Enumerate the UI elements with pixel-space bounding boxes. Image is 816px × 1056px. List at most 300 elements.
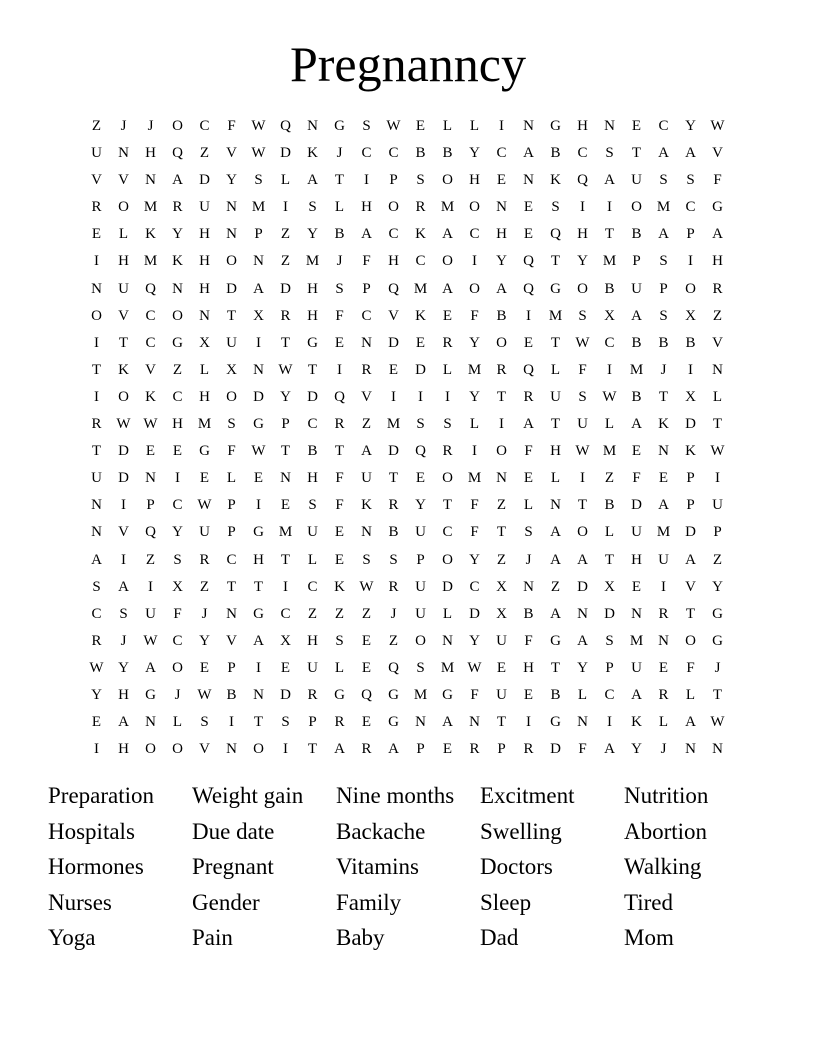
- grid-cell: C: [685, 199, 696, 216]
- grid-cell: B: [604, 497, 615, 514]
- word-list-item: Doctors: [480, 854, 553, 879]
- grid-cell: T: [496, 714, 507, 731]
- grid-cell: P: [227, 659, 236, 676]
- grid-cell: U: [91, 470, 102, 487]
- grid-cell: C: [658, 118, 669, 134]
- word-list-item: Family: [336, 889, 402, 915]
- grid-cell: T: [604, 551, 615, 568]
- grid-cell: L: [523, 497, 534, 514]
- grid-cell: J: [201, 605, 208, 622]
- grid-cell: A: [118, 714, 129, 731]
- grid-cell: E: [496, 659, 507, 676]
- grid-cell: F: [335, 307, 344, 324]
- grid-cell: I: [445, 388, 450, 405]
- grid-cell: G: [550, 118, 561, 134]
- grid-cell: J: [660, 741, 667, 758]
- grid-cell: A: [550, 551, 561, 568]
- word-list-item: Gender: [192, 889, 260, 915]
- grid-cell: Q: [388, 280, 399, 297]
- grid-cell: Q: [145, 280, 156, 297]
- grid-cell: H: [253, 551, 264, 568]
- grid-cell: F: [470, 524, 479, 541]
- grid-cell: Y: [496, 253, 507, 270]
- grid-cell: I: [283, 578, 288, 595]
- grid-cell: S: [443, 416, 452, 433]
- grid-cell: C: [469, 578, 480, 595]
- grid-cell: Y: [172, 524, 183, 541]
- grid-cell: X: [199, 334, 210, 351]
- grid-cell: S: [578, 307, 587, 324]
- grid-cell: F: [524, 632, 533, 649]
- word-list-item: Weight gain: [192, 783, 304, 808]
- grid-cell: Y: [118, 659, 129, 676]
- grid-cell: Z: [361, 416, 372, 433]
- grid-cell: D: [226, 280, 237, 297]
- grid-cell: C: [469, 226, 480, 243]
- grid-cell: D: [388, 334, 399, 351]
- grid-cell: W: [467, 659, 482, 676]
- grid-cell: P: [686, 497, 695, 514]
- grid-cell: Y: [712, 578, 723, 595]
- grid-cell: P: [227, 497, 236, 514]
- grid-cell: Z: [91, 118, 102, 134]
- grid-cell: P: [308, 714, 317, 731]
- grid-cell: X: [685, 307, 696, 324]
- grid-cell: Q: [523, 280, 534, 297]
- grid-cell: C: [361, 145, 372, 162]
- grid-cell: N: [712, 361, 723, 378]
- grid-cell: C: [91, 605, 102, 622]
- grid-cell: K: [631, 714, 642, 731]
- grid-cell: L: [442, 361, 453, 378]
- grid-cell: E: [523, 470, 534, 487]
- grid-cell: Q: [280, 118, 291, 134]
- word-list-item: Sleep: [480, 889, 532, 915]
- grid-cell: R: [334, 714, 345, 731]
- word-list: [48, 780, 768, 958]
- grid-cell: G: [334, 118, 345, 134]
- grid-cell: R: [361, 741, 372, 758]
- grid-cell: W: [143, 416, 158, 433]
- grid-cell: Q: [523, 253, 534, 270]
- grid-cell: S: [578, 388, 587, 405]
- grid-cell: X: [496, 605, 507, 622]
- grid-cell: U: [496, 632, 507, 649]
- grid-cell: F: [632, 470, 641, 487]
- grid-cell: C: [361, 307, 372, 324]
- grid-cell: K: [361, 497, 372, 514]
- grid-cell: V: [118, 524, 129, 541]
- grid-cell: E: [631, 118, 642, 134]
- grid-cell: J: [390, 605, 397, 622]
- grid-cell: I: [256, 334, 261, 351]
- grid-cell: S: [92, 578, 101, 595]
- grid-cell: T: [712, 686, 723, 703]
- grid-cell: F: [335, 497, 344, 514]
- grid-cell: T: [496, 388, 507, 405]
- grid-cell: I: [94, 334, 99, 351]
- grid-cell: N: [361, 524, 372, 541]
- grid-cell: E: [523, 199, 534, 216]
- grid-cell: Z: [388, 632, 399, 649]
- grid-cell: H: [199, 388, 210, 405]
- grid-cell: X: [253, 307, 264, 324]
- grid-cell: H: [307, 307, 318, 324]
- grid-cell: W: [575, 443, 590, 460]
- grid-cell: I: [94, 388, 99, 405]
- grid-cell: Z: [280, 226, 291, 243]
- grid-cell: Y: [469, 334, 480, 351]
- grid-cell: N: [685, 741, 696, 758]
- grid-cell: A: [388, 741, 399, 758]
- grid-cell: P: [605, 659, 614, 676]
- grid-cell: R: [388, 497, 399, 514]
- grid-cell: D: [280, 280, 291, 297]
- grid-cell: H: [712, 253, 723, 270]
- grid-cell: N: [145, 470, 156, 487]
- grid-cell: I: [472, 253, 477, 270]
- grid-cell: W: [143, 632, 158, 649]
- grid-cell: T: [334, 172, 345, 189]
- grid-cell: E: [388, 361, 399, 378]
- grid-cell: A: [253, 280, 264, 297]
- grid-cell: I: [256, 497, 261, 514]
- grid-cell: G: [712, 632, 723, 649]
- grid-cell: T: [712, 416, 723, 433]
- grid-cell: M: [602, 253, 617, 270]
- grid-cell: M: [386, 416, 401, 433]
- grid-cell: T: [91, 443, 102, 460]
- grid-cell: N: [604, 118, 615, 134]
- grid-cell: V: [361, 388, 372, 405]
- grid-cell: H: [496, 226, 507, 243]
- grid-cell: T: [226, 578, 237, 595]
- grid-cell: P: [659, 280, 668, 297]
- grid-cell: Q: [388, 659, 399, 676]
- grid-cell: C: [145, 334, 156, 351]
- grid-cell: S: [686, 172, 695, 189]
- grid-cell: B: [496, 307, 507, 324]
- grid-cell: Z: [280, 253, 291, 270]
- grid-cell: C: [415, 253, 426, 270]
- grid-cell: F: [470, 497, 479, 514]
- grid-cell: M: [440, 659, 455, 676]
- grid-cell: X: [280, 632, 291, 649]
- grid-cell: O: [172, 118, 183, 134]
- grid-cell: B: [658, 334, 669, 351]
- grid-cell: N: [577, 714, 588, 731]
- grid-cell: B: [523, 605, 534, 622]
- grid-cell: P: [416, 741, 425, 758]
- grid-cell: M: [467, 470, 482, 487]
- grid-cell: R: [712, 280, 723, 297]
- grid-cell: A: [91, 551, 102, 568]
- grid-cell: I: [148, 578, 153, 595]
- grid-cell: J: [525, 551, 532, 568]
- grid-cell: B: [334, 226, 345, 243]
- grid-cell: O: [253, 741, 264, 758]
- grid-cell: W: [575, 334, 590, 351]
- grid-cell: T: [91, 361, 102, 378]
- grid-cell: L: [658, 714, 669, 731]
- grid-cell: U: [631, 172, 642, 189]
- grid-cell: L: [334, 199, 345, 216]
- grid-cell: I: [283, 199, 288, 216]
- grid-cell: N: [550, 497, 561, 514]
- grid-cell: N: [226, 741, 237, 758]
- grid-cell: I: [526, 714, 531, 731]
- grid-cell: N: [712, 741, 723, 758]
- grid-cell: D: [199, 172, 210, 189]
- grid-cell: O: [415, 632, 426, 649]
- grid-cell: K: [145, 388, 156, 405]
- grid-cell: W: [278, 361, 293, 378]
- grid-cell: Z: [712, 551, 723, 568]
- grid-cell: C: [172, 388, 183, 405]
- grid-cell: W: [710, 714, 725, 731]
- grid-cell: C: [307, 578, 318, 595]
- grid-cell: D: [685, 524, 696, 541]
- grid-cell: O: [631, 199, 642, 216]
- grid-cell: Q: [361, 686, 372, 703]
- word-list-item: Dad: [480, 925, 519, 950]
- grid-cell: B: [550, 145, 561, 162]
- grid-cell: T: [550, 253, 561, 270]
- grid-cell: S: [200, 714, 209, 731]
- grid-cell: E: [496, 172, 507, 189]
- grid-cell: U: [145, 605, 156, 622]
- grid-cell: Y: [199, 632, 210, 649]
- grid-cell: A: [550, 605, 561, 622]
- grid-cell: V: [712, 334, 723, 351]
- grid-cell: L: [199, 361, 210, 378]
- grid-cell: E: [334, 334, 345, 351]
- grid-cell: Y: [469, 551, 480, 568]
- grid-cell: Z: [199, 578, 210, 595]
- grid-cell: L: [442, 605, 453, 622]
- grid-cell: U: [199, 199, 210, 216]
- grid-cell: I: [607, 199, 612, 216]
- grid-cell: T: [442, 497, 453, 514]
- grid-cell: O: [172, 307, 183, 324]
- grid-cell: A: [658, 226, 669, 243]
- grid-cell: U: [415, 605, 426, 622]
- grid-cell: A: [442, 280, 453, 297]
- grid-cell: A: [253, 632, 264, 649]
- grid-cell: Y: [91, 686, 102, 703]
- grid-cell: I: [175, 470, 180, 487]
- grid-cell: J: [147, 118, 154, 134]
- grid-cell: S: [335, 280, 344, 297]
- grid-cell: U: [199, 524, 210, 541]
- grid-cell: M: [278, 524, 293, 541]
- grid-cell: U: [631, 524, 642, 541]
- word-list-item: Backache: [336, 818, 426, 844]
- grid-cell: C: [172, 497, 183, 514]
- grid-cell: D: [118, 443, 129, 460]
- grid-cell: M: [143, 199, 158, 216]
- grid-cell: M: [656, 524, 671, 541]
- grid-cell: A: [523, 145, 534, 162]
- grid-cell: I: [283, 741, 288, 758]
- grid-cell: N: [523, 578, 534, 595]
- grid-cell: T: [550, 659, 561, 676]
- grid-cell: J: [120, 118, 127, 134]
- grid-cell: K: [658, 416, 669, 433]
- grid-cell: V: [226, 145, 237, 162]
- grid-cell: D: [280, 686, 291, 703]
- grid-cell: Z: [496, 497, 507, 514]
- grid-cell: T: [658, 388, 669, 405]
- grid-cell: D: [388, 443, 399, 460]
- grid-cell: O: [469, 199, 480, 216]
- grid-cell: W: [116, 416, 131, 433]
- grid-cell: N: [280, 470, 291, 487]
- grid-cell: B: [388, 524, 399, 541]
- grid-cell: C: [604, 686, 615, 703]
- grid-cell: H: [523, 659, 534, 676]
- grid-cell: U: [415, 524, 426, 541]
- grid-cell: H: [118, 253, 129, 270]
- grid-cell: E: [253, 470, 264, 487]
- grid-cell: I: [607, 714, 612, 731]
- grid-cell: S: [254, 172, 263, 189]
- grid-cell: V: [118, 172, 129, 189]
- word-list-item: Nutrition: [624, 783, 709, 808]
- grid-cell: N: [145, 714, 156, 731]
- grid-cell: V: [712, 145, 723, 162]
- grid-cell: V: [226, 632, 237, 649]
- grid-cell: N: [577, 605, 588, 622]
- grid-cell: H: [307, 280, 318, 297]
- grid-cell: H: [550, 443, 561, 460]
- grid-cell: R: [172, 199, 183, 216]
- grid-cell: N: [658, 443, 669, 460]
- grid-cell: F: [578, 741, 587, 758]
- grid-cell: M: [548, 307, 563, 324]
- grid-cell: I: [229, 714, 234, 731]
- grid-cell: L: [550, 470, 561, 487]
- grid-cell: A: [604, 741, 615, 758]
- grid-cell: P: [281, 416, 290, 433]
- grid-cell: A: [631, 307, 642, 324]
- grid-cell: I: [94, 741, 99, 758]
- grid-cell: I: [526, 307, 531, 324]
- grid-cell: H: [172, 416, 183, 433]
- grid-cell: U: [577, 416, 588, 433]
- grid-cell: N: [631, 605, 642, 622]
- word-list-item: Abortion: [624, 818, 708, 844]
- grid-cell: Q: [577, 172, 588, 189]
- grid-cell: S: [659, 307, 668, 324]
- grid-cell: T: [577, 497, 588, 514]
- grid-cell: G: [253, 605, 264, 622]
- grid-cell: G: [307, 334, 318, 351]
- grid-cell: Z: [361, 605, 372, 622]
- grid-cell: Q: [172, 145, 183, 162]
- grid-cell: L: [334, 659, 345, 676]
- grid-cell: M: [629, 632, 644, 649]
- grid-cell: T: [280, 443, 291, 460]
- grid-cell: Y: [469, 632, 480, 649]
- grid-cell: N: [91, 497, 102, 514]
- grid-cell: H: [361, 199, 372, 216]
- grid-cell: U: [631, 659, 642, 676]
- grid-cell: T: [604, 226, 615, 243]
- grid-cell: Z: [550, 578, 561, 595]
- grid-cell: M: [197, 416, 212, 433]
- grid-cell: X: [604, 307, 615, 324]
- grid-cell: E: [280, 659, 291, 676]
- grid-cell: R: [388, 578, 399, 595]
- grid-cell: O: [172, 741, 183, 758]
- grid-cell: S: [281, 714, 290, 731]
- grid-cell: O: [685, 632, 696, 649]
- grid-cell: R: [415, 199, 426, 216]
- grid-cell: E: [415, 334, 426, 351]
- grid-cell: F: [713, 172, 722, 189]
- grid-cell: R: [442, 334, 453, 351]
- grid-cell: E: [415, 118, 426, 134]
- grid-cell: S: [416, 172, 425, 189]
- grid-cell: N: [415, 714, 426, 731]
- grid-cell: C: [388, 145, 399, 162]
- grid-cell: R: [658, 605, 669, 622]
- grid-cell: W: [251, 443, 266, 460]
- grid-cell: O: [442, 253, 453, 270]
- grid-cell: N: [523, 172, 534, 189]
- grid-cell: O: [496, 443, 507, 460]
- grid-cell: N: [253, 686, 264, 703]
- grid-cell: A: [118, 578, 129, 595]
- grid-cell: O: [145, 741, 156, 758]
- word-list-item: Vitamins: [336, 854, 419, 879]
- grid-cell: D: [469, 605, 480, 622]
- grid-cell: O: [442, 470, 453, 487]
- grid-cell: W: [359, 578, 374, 595]
- grid-cell: O: [118, 199, 129, 216]
- grid-cell: T: [388, 470, 399, 487]
- grid-cell: S: [227, 416, 236, 433]
- grid-cell: X: [685, 388, 696, 405]
- grid-cell: N: [523, 118, 534, 134]
- grid-cell: S: [173, 551, 182, 568]
- grid-cell: V: [388, 307, 399, 324]
- grid-cell: N: [226, 199, 237, 216]
- grid-cell: T: [334, 443, 345, 460]
- grid-cell: O: [469, 280, 480, 297]
- grid-cell: X: [604, 578, 615, 595]
- grid-cell: G: [172, 334, 183, 351]
- grid-cell: V: [91, 172, 102, 189]
- grid-cell: D: [631, 497, 642, 514]
- grid-cell: U: [91, 145, 102, 162]
- grid-cell: O: [226, 253, 237, 270]
- grid-cell: B: [226, 686, 237, 703]
- grid-cell: C: [388, 226, 399, 243]
- grid-cell: F: [578, 361, 587, 378]
- grid-cell: I: [364, 172, 369, 189]
- grid-cell: C: [199, 118, 210, 134]
- grid-cell: N: [172, 280, 183, 297]
- grid-cell: X: [496, 578, 507, 595]
- grid-cell: N: [496, 199, 507, 216]
- grid-cell: F: [362, 253, 371, 270]
- grid-cell: Y: [631, 741, 642, 758]
- grid-cell: E: [523, 226, 534, 243]
- grid-cell: I: [418, 388, 423, 405]
- grid-cell: Y: [469, 388, 480, 405]
